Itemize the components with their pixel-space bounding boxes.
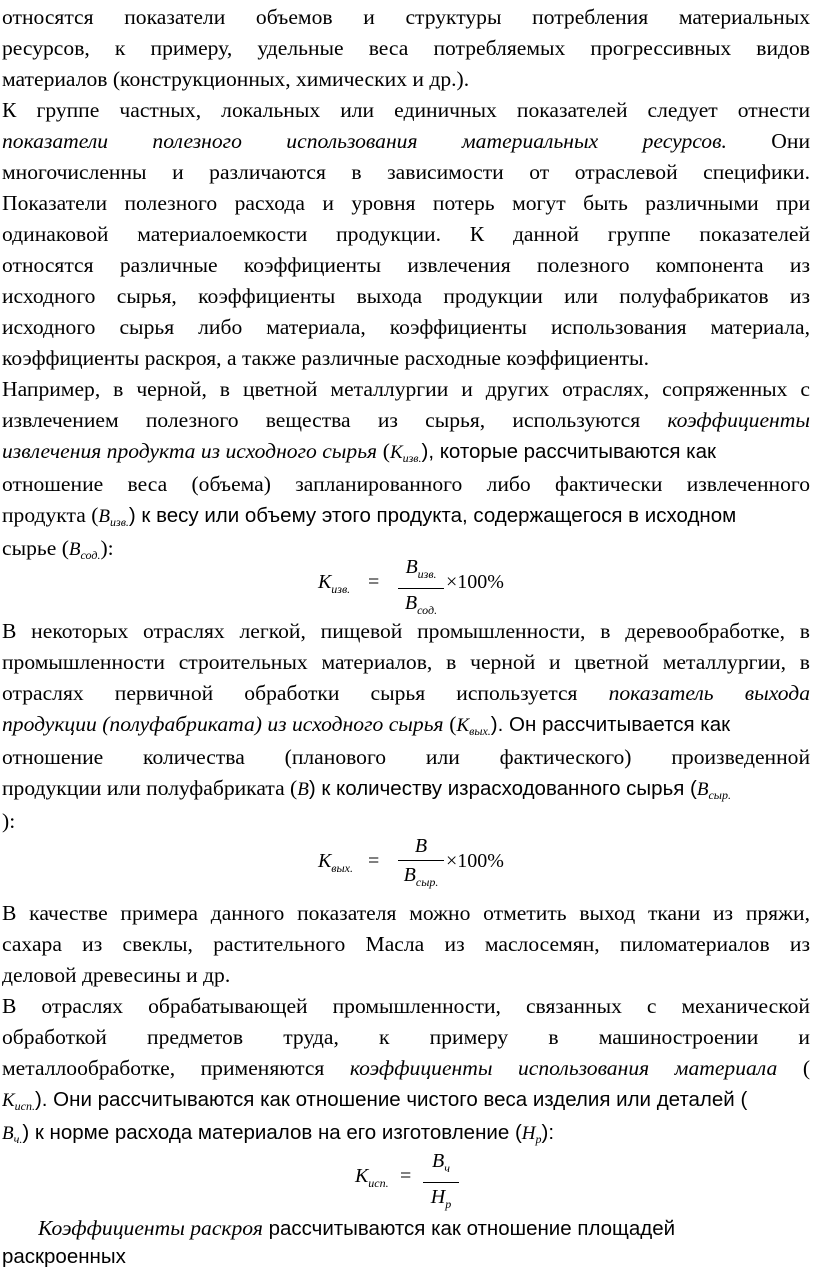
text-line: относятся показатели объемов и структуры потребления материальных: [2, 5, 810, 29]
text-span: ):: [541, 1121, 555, 1144]
fraction-numerator: [423, 1149, 459, 1180]
text-span: рассчитываются как отношение площадей: [268, 1217, 676, 1240]
fraction: [423, 1149, 459, 1216]
formula-multiplier: ×100%: [446, 850, 504, 872]
formula-sub: исп.: [14, 1099, 35, 1113]
text-line: [2, 1117, 810, 1148]
formula-yield-coefficient: [318, 834, 504, 894]
text-span: ):: [100, 536, 114, 560]
fraction-bar: [398, 588, 444, 589]
text-span: Они: [771, 129, 810, 153]
formula-sub: ч: [444, 1161, 450, 1175]
italic-term: продукции (полуфабриката) из исходного сырья: [2, 712, 444, 736]
formula-lhs: [318, 850, 353, 876]
fraction-denominator: [423, 1185, 459, 1216]
formula-sub: вых.: [331, 861, 353, 875]
italic-term: Коэффициенты раскроя: [38, 1216, 263, 1240]
text-line: сахара из свеклы, растительного Масла из маслосемян, пиломатериалов из: [2, 932, 810, 956]
fraction-numerator: [398, 834, 444, 858]
formula-var: К: [318, 571, 332, 593]
formula-sub: изв.: [331, 582, 351, 596]
formula-var: В: [404, 592, 418, 614]
text-line: [2, 773, 810, 804]
formula-material-usage-coefficient: [355, 1149, 475, 1209]
text-span: ), которые рассчитываются как: [421, 440, 716, 463]
formula-var: В: [68, 539, 81, 560]
formula-var: К: [355, 1165, 369, 1187]
formula-var: В: [2, 1123, 14, 1144]
fraction-numerator: [398, 555, 444, 586]
formula-var: Н: [521, 1123, 536, 1144]
paren: (: [449, 712, 457, 736]
paren: (: [802, 1056, 810, 1080]
italic-term: показатели полезного использования материальных ресурсов.: [2, 129, 727, 153]
formula-sub: исп.: [368, 1176, 389, 1190]
equals-sign: =: [368, 571, 380, 593]
italic-term: извлечения продукта из исходного сырья: [2, 439, 378, 463]
fraction-bar: [398, 860, 444, 861]
formula-extraction-coefficient: [318, 555, 504, 617]
formula-var: К: [456, 715, 470, 736]
italic-term: коэффициенты: [667, 408, 810, 432]
text-line: обработкой предметов труда, к примеру в машиностроении и: [2, 1025, 810, 1049]
text-line: деловой древесины и др.: [2, 963, 231, 987]
text-span: продукции или полуфабриката (: [2, 776, 298, 800]
formula-sub: изв.: [402, 451, 422, 465]
formula-var: В: [405, 556, 418, 578]
fraction-bar: [423, 1182, 459, 1183]
fraction: [398, 555, 444, 622]
formula-lhs: [355, 1165, 389, 1191]
text-span: ). Они рассчитываются как отношение чистого веса изделия или деталей (: [34, 1088, 748, 1111]
text-line: [2, 1053, 810, 1084]
formula-sub: сыр.: [708, 788, 731, 802]
equals-sign: =: [400, 1165, 412, 1187]
formula-sub: сод.: [80, 548, 101, 562]
text-line: [2, 678, 810, 709]
text-line: многочисленны и различаются в зависимости от отраслевой специфики.: [2, 160, 810, 184]
italic-term: коэффициенты использования материала: [349, 1056, 778, 1080]
formula-multiplier: ×100%: [446, 571, 504, 593]
text-line: В некоторых отраслях легкой, пищевой промышленности, в деревообработке, в: [2, 619, 810, 643]
formula-sub: р: [445, 1197, 452, 1211]
formula-lhs: [318, 571, 350, 597]
italic-term: показатель выхода: [608, 681, 810, 705]
text-span: сырье (: [2, 536, 69, 560]
equals-sign: =: [368, 850, 380, 872]
formula-var: В: [403, 864, 416, 886]
formula-var: К: [318, 850, 332, 872]
text-line: К группе частных, локальных или единичных показателей следует отнести: [2, 98, 810, 122]
text-line: коэффициенты раскроя, а также различные расходные коэффициенты.: [2, 346, 649, 370]
formula-var: В: [696, 779, 709, 800]
formula-var: К: [389, 442, 403, 463]
formula-var: К: [2, 1090, 15, 1111]
text-span: ) к весу или объему этого продукта, содержащегося в исходном: [128, 504, 737, 527]
text-span: ) к количеству израсходованного сырья (: [308, 777, 697, 800]
text-line: отношение количества (планового или фактического) произведенной: [2, 745, 810, 769]
text-line: [2, 405, 810, 436]
text-line: [2, 1084, 810, 1115]
text-span: ). Он рассчитывается как: [490, 713, 731, 736]
text-line: ):: [2, 809, 16, 833]
text-line: раскроенных: [2, 1245, 126, 1268]
formula-sub: сод.: [417, 603, 438, 617]
text-line: промышленности строительных материалов, в черной и цветной металлургии, в: [2, 650, 810, 674]
text-line: В качестве примера данного показателя можно отметить выход ткани из пряжи,: [2, 901, 810, 925]
formula-sub: р: [535, 1132, 542, 1146]
formula-sub: изв.: [110, 515, 129, 529]
text-line: [38, 1213, 808, 1244]
text-line: [2, 436, 810, 467]
formula-var: В: [98, 506, 111, 527]
text-line: относятся различные коэффициенты извлечения полезного компонента из: [2, 253, 810, 277]
text-line: Например, в черной, в цветной металлургии и других отраслях, сопряженных с: [2, 377, 810, 401]
text-line: [2, 500, 810, 531]
text-line: ресурсов, к примеру, удельные веса потребляемых прогрессивных видов: [2, 36, 810, 60]
formula-var: Н: [430, 1186, 446, 1208]
text-line: [2, 126, 810, 157]
text-line: исходного сырья либо материала, коэффициенты использования материала,: [2, 315, 810, 339]
text-span: извлечением полезного вещества из сырья, используются: [2, 408, 641, 432]
text-line: одинаковой материалоемкости продукции. К данной группе показателей: [2, 222, 810, 246]
text-line: Показатели полезного расхода и уровня потерь могут быть различными при: [2, 191, 810, 215]
text-span: металлообработке, применяются: [2, 1056, 325, 1080]
text-span: ) к норме расхода материалов на его изготовление (: [22, 1121, 522, 1144]
formula-sub: вых.: [469, 724, 491, 738]
formula-sub: ч.: [13, 1132, 23, 1146]
paren: (: [382, 439, 390, 463]
text-line: исходного сырья, коэффициенты выхода продукции или полуфабрикатов из: [2, 284, 810, 308]
text-line: материалов (конструкционных, химических и др.).: [2, 67, 470, 91]
text-span: отраслях первичной обработки сырья используется: [2, 681, 578, 705]
formula-var: В: [414, 835, 428, 857]
formula-var: В: [432, 1150, 445, 1172]
formula-sub: изв.: [417, 567, 437, 581]
fraction: [398, 834, 444, 894]
text-span: продукта (: [2, 503, 99, 527]
fraction-denominator: [398, 863, 444, 894]
text-line: [2, 709, 810, 740]
text-line: отношение веса (объема) запланированного либо фактически извлеченного: [2, 472, 810, 496]
formula-sub: сыр.: [415, 875, 439, 889]
formula-var: В: [297, 779, 309, 800]
text-line: В отраслях обрабатывающей промышленности, связанных с механической: [2, 994, 810, 1018]
